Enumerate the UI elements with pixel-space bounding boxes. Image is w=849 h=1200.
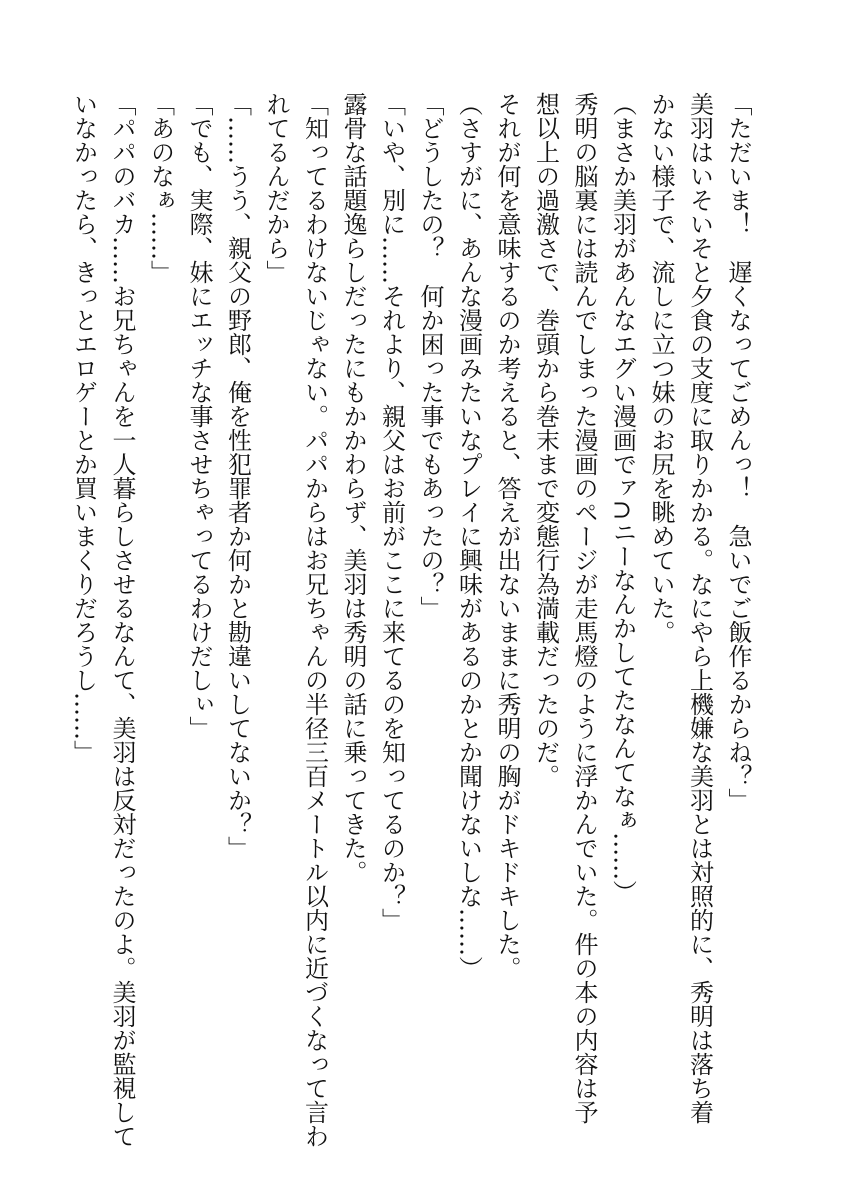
text-line: 「ただいま！ 遅くなってごめんっ！ 急いでご飯作るからね？」 — [724, 92, 752, 812]
text-line: 「あのなぁ……」 — [146, 92, 175, 284]
text-line: 「どうしたの？ 何か困った事でもあったの？」 — [416, 92, 444, 620]
text-line: 美羽はいそいそと夕食の支度に取りかかる。なにやら上機嫌な美羽とは対照的に、秀明は落ち着 — [685, 92, 714, 1124]
text-line: 「知ってるわけないじゃない。パパからはお兄ちゃんの半径三百メートル以内に近づくなって言わ — [300, 92, 329, 1148]
text-line: かない様子で、流しに立つ妹のお尻を眺めていた。 — [647, 92, 675, 644]
text-line: 露骨な話題逸らしだったにもかかわらず、美羽は秀明の話に乗ってきた。 — [339, 92, 367, 884]
text-line: 「……うう、親父の野郎、俺を性犯罪者か何かと勘違いしてないか？」 — [223, 92, 252, 860]
text-line: 「いや、別に……それより、親父はお前がここに来てるのを知ってるのか？」 — [377, 92, 406, 932]
text-line: それが何を意味するのか考えると、答えが出ないままに秀明の胸がドキドキした。 — [493, 92, 521, 980]
vertical-text-body — [62, 92, 757, 1172]
text-line: 「でも、実際、妹にエッチな事させちゃってるわけだしぃ」 — [185, 92, 213, 740]
text-line: （さすがに、あんな漫画みたいなプレイに興味があるのかとか聞けないしな……） — [454, 92, 483, 980]
text-line: 想以上の過激さで、巻頭から巻末まで変態行為満載だったのだ。 — [531, 92, 560, 788]
text-line: いなかったら、きっとエロゲーとか買いまくりだろうし……」 — [69, 92, 98, 764]
text-line: 「パパのバカ……お兄ちゃんを一人暮らしさせるなんて、美羽は反対だったのよ。美羽が監視して — [108, 92, 136, 1148]
text-line: （まさか美羽があんなエグい漫画でァ∩ニーなんかしてたなんてなぁ……） — [608, 92, 637, 905]
text-line: れてるんだから」 — [262, 92, 290, 284]
text-line: 秀明の脳裏には読んでしまった漫画のページが走馬燈のように浮かんでいた。件の本の内容は予 — [570, 92, 598, 1124]
